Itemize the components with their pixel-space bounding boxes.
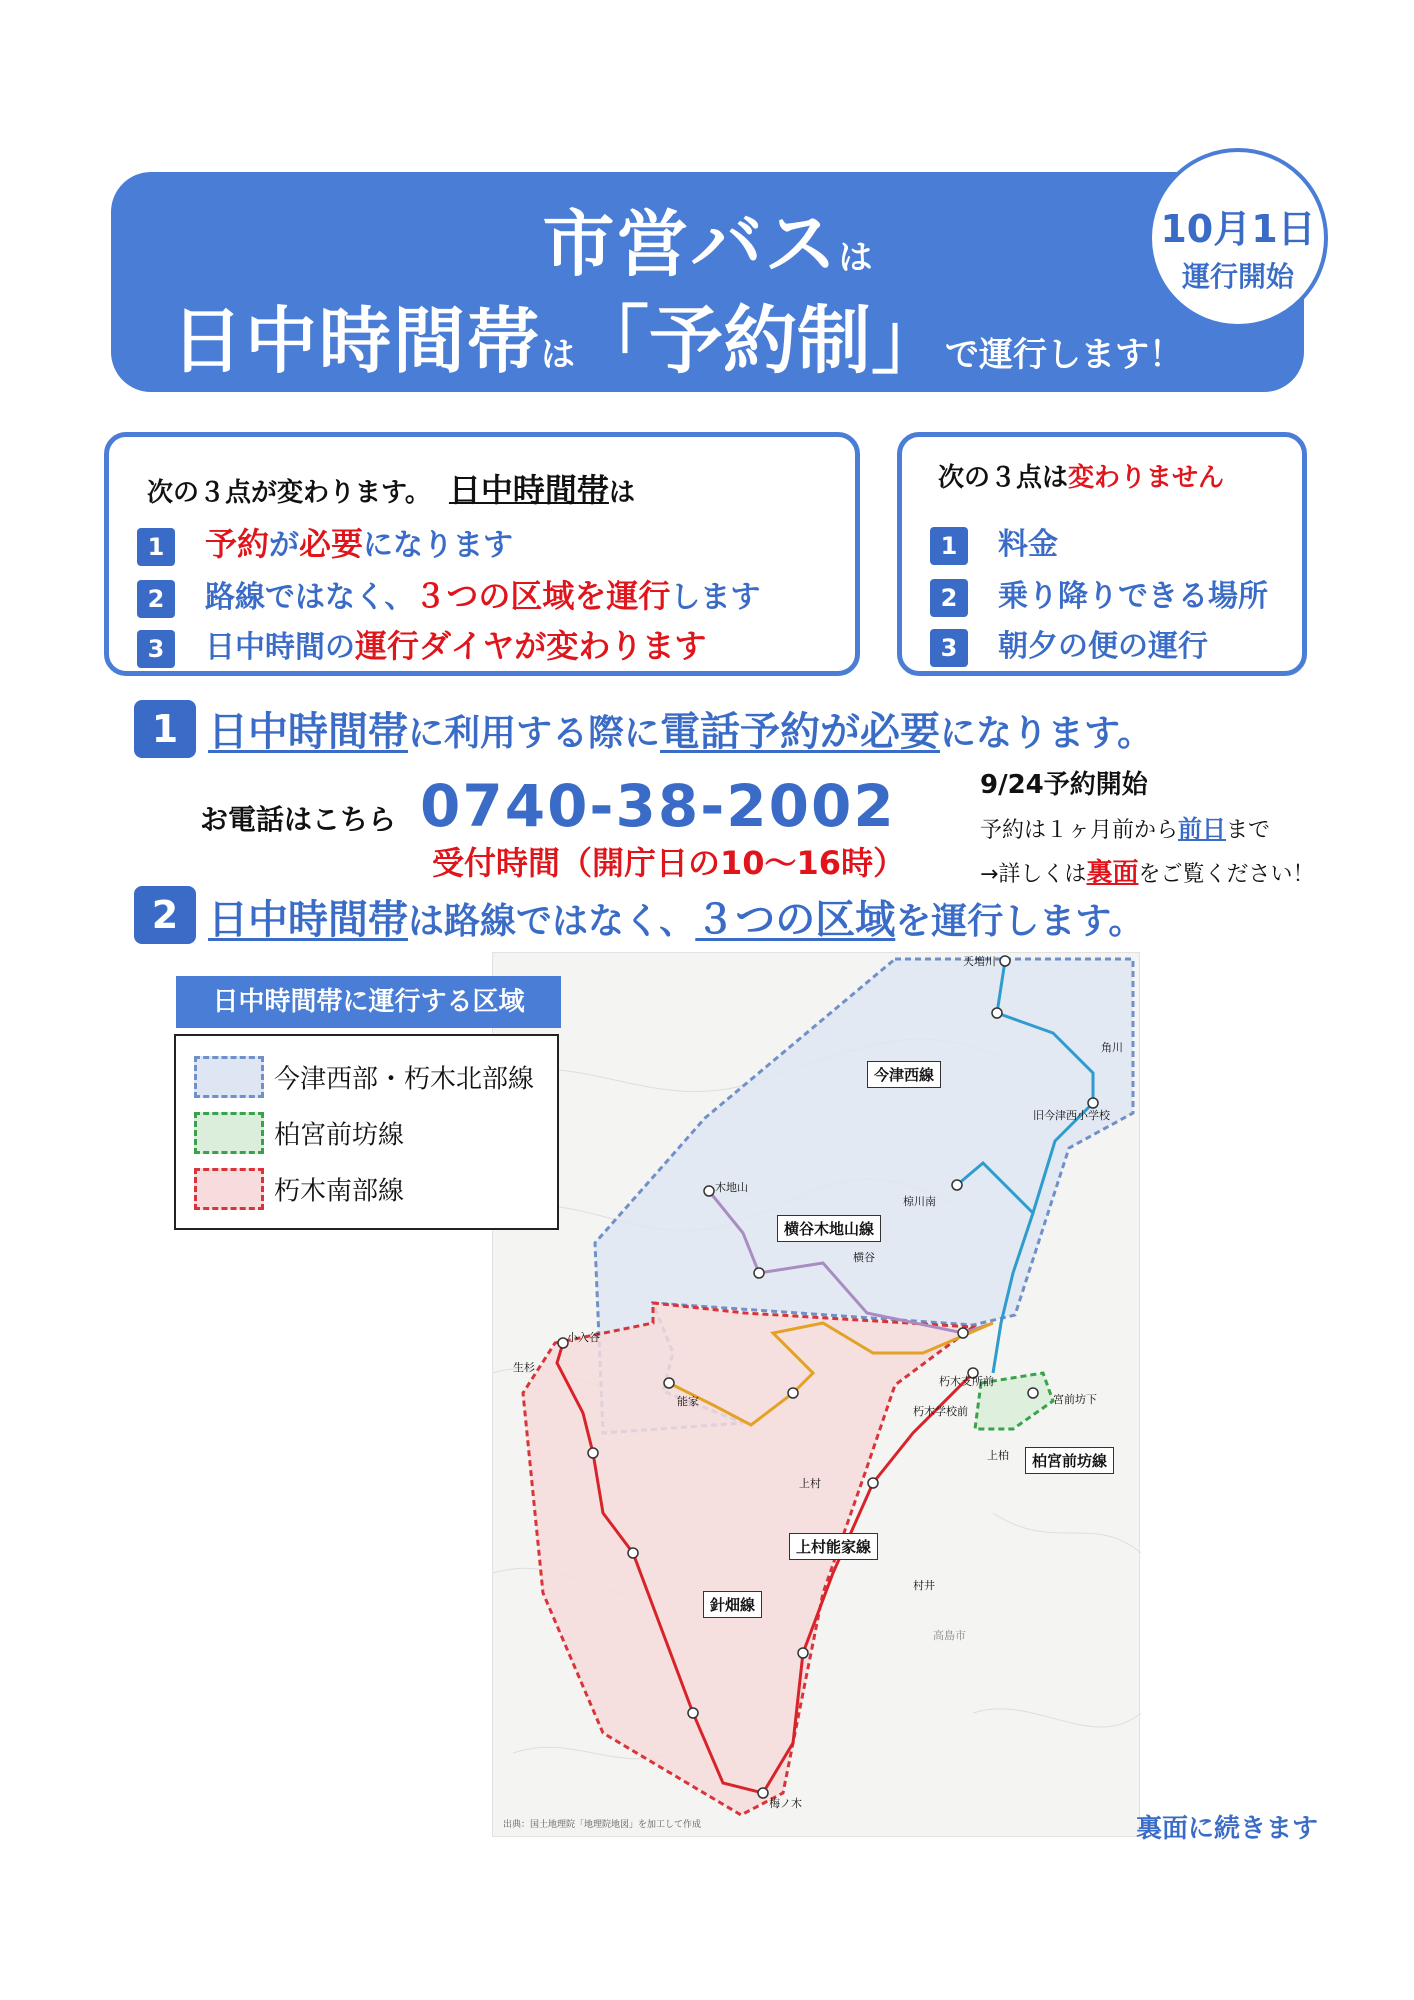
change-text: します (670, 580, 761, 615)
change-text-red: 運行ダイヤが変わります (355, 627, 707, 665)
header-banner (111, 172, 1304, 392)
section-2-number: 2 (134, 886, 196, 944)
banner-particle: は (838, 238, 873, 278)
legend-label: 柏宮前坊線 (274, 1120, 405, 1151)
unchanged-box (897, 432, 1307, 676)
banner-daytime: 日中時間帯 (171, 299, 542, 383)
section-2-title-part: ３つの区域 (695, 897, 896, 943)
start-date-badge (1148, 148, 1328, 328)
reservation-start: 9/24予約開始 (980, 770, 1148, 800)
see-back-note (980, 852, 1314, 889)
place-label: 天増川 (963, 955, 996, 968)
phone-label: お電話はこちら (200, 803, 397, 836)
badge-date: 10月1日 (1160, 207, 1316, 251)
zone-kutsuki-south (523, 1303, 973, 1815)
legend-item-kutsuki-south (194, 1168, 404, 1214)
change-text-red: ３つの区域を運行 (414, 577, 671, 615)
legend-swatch (194, 1168, 264, 1210)
unchanged-heading-text: 次の３点は (938, 463, 1069, 493)
unchanged-item-2 (930, 571, 1268, 615)
change-number: 2 (137, 580, 175, 618)
phone-number[interactable]: 0740-38-2002 (420, 772, 896, 840)
unchanged-number: 2 (930, 579, 968, 617)
unchanged-item-1 (930, 519, 1058, 563)
unchanged-heading-red: 変わりません (1068, 463, 1225, 493)
section-1-title (208, 700, 1153, 757)
changes-heading-text: 次の３点が変わります。 (147, 478, 431, 508)
place-label: 朽木学校前 (913, 1405, 968, 1418)
route-label: 横谷木地山線 (777, 1215, 881, 1242)
change-item-3 (137, 621, 706, 665)
place-label: 梅ノ木 (769, 1797, 802, 1810)
legend-swatch (194, 1056, 264, 1098)
change-number: 1 (137, 528, 175, 566)
unchanged-heading (938, 457, 1224, 494)
map-legend (174, 1034, 559, 1230)
section-2-title-part: 日中時間帯 (208, 897, 408, 943)
place-label: 村井 (913, 1579, 935, 1592)
changes-box (104, 432, 860, 676)
place-label: 宮前坊下 (1053, 1393, 1097, 1406)
change-item-1 (137, 519, 513, 563)
note-emph: 前日 (1178, 815, 1227, 843)
note-text: まで (1226, 818, 1271, 843)
place-label: 生杉 (513, 1361, 535, 1374)
route-label: 柏宮前坊線 (1025, 1447, 1114, 1474)
banner-title-line2 (171, 282, 1271, 388)
changes-heading (147, 465, 635, 511)
place-label: 能家 (677, 1395, 699, 1408)
map-credit: 出典：国土地理院「地理院地図」を加工して作成 (503, 1820, 702, 1830)
change-item-2 (137, 571, 760, 615)
section-1-title-part: に利用する際に (408, 713, 661, 754)
note-text: →詳しくは (980, 862, 1087, 887)
legend-item-kashiwa (194, 1112, 404, 1158)
change-text: 日中時間の (205, 630, 355, 665)
changes-heading-tail: は (608, 478, 635, 508)
unchanged-label: 朝夕の便の運行 (998, 629, 1208, 664)
change-text: になります (363, 528, 514, 563)
change-text: が (269, 528, 300, 563)
legend-item-imazu (194, 1056, 534, 1102)
section-2-title-part: は路線ではなく、 (408, 901, 696, 942)
reservation-notes (980, 764, 1314, 889)
unchanged-label: 料金 (998, 527, 1058, 562)
note-text: 予約は１ヶ月前から (980, 818, 1179, 843)
changes-heading-emph: 日中時間帯 (448, 471, 609, 509)
legend-title: 日中時間帯に運行する区域 (176, 976, 561, 1028)
legend-label: 今津西部・朽木北部線 (274, 1064, 535, 1095)
place-label: 上村 (799, 1477, 821, 1490)
section-2-title (208, 888, 1144, 945)
banner-reservation: 「予約制」 (575, 298, 946, 384)
map-graphic (493, 953, 1141, 1838)
reservation-window (980, 809, 1314, 844)
legend-swatch (194, 1112, 264, 1154)
section-2-title-part: を運行します。 (895, 901, 1145, 942)
change-text-red: 必要 (299, 525, 364, 563)
note-emph-red: 裏面 (1086, 858, 1139, 888)
place-label: 上柏 (987, 1449, 1009, 1462)
banner-city-bus: 市営バス (542, 202, 839, 286)
unchanged-number: 3 (930, 629, 968, 667)
banner-tail: で運行します！ (945, 335, 1184, 375)
place-label: 旧今津西小学校 (1033, 1109, 1110, 1122)
place-label: 椋川南 (903, 1195, 936, 1208)
note-text: をご覧ください！ (1138, 862, 1315, 887)
service-area-map (492, 952, 1140, 1837)
reception-hours: 受付時間（開庁日の10～16時） (432, 844, 906, 882)
route-label: 上村能家線 (789, 1533, 878, 1560)
banner-title-line1 (111, 186, 1304, 290)
badge-text: 運行開始 (1181, 260, 1294, 293)
unchanged-number: 1 (930, 527, 968, 565)
place-label: 朽木支所前 (939, 1375, 994, 1388)
section-1-number: 1 (134, 700, 196, 758)
legend-label: 朽木南部線 (274, 1176, 405, 1207)
place-label: 角川 (1101, 1041, 1123, 1054)
unchanged-item-3 (930, 621, 1208, 665)
place-label: 木地山 (715, 1181, 748, 1194)
change-text-red: 予約 (205, 525, 270, 563)
banner-particle-2: は (541, 335, 576, 375)
unchanged-label: 乗り降りできる場所 (998, 579, 1268, 614)
place-label: 小入谷 (567, 1331, 600, 1344)
place-label: 横谷 (853, 1251, 875, 1264)
section-1-title-part: 日中時間帯 (208, 709, 408, 755)
change-text: 路線ではなく、 (205, 580, 415, 615)
section-1-title-part: 電話予約が必要 (660, 709, 941, 755)
continued-on-back: 裏面に続きます (1136, 1814, 1319, 1844)
route-label: 今津西線 (867, 1061, 941, 1088)
change-number: 3 (137, 630, 175, 668)
section-1-title-part: になります。 (940, 713, 1154, 754)
place-label: 高島市 (933, 1629, 966, 1642)
route-label: 針畑線 (703, 1591, 762, 1618)
